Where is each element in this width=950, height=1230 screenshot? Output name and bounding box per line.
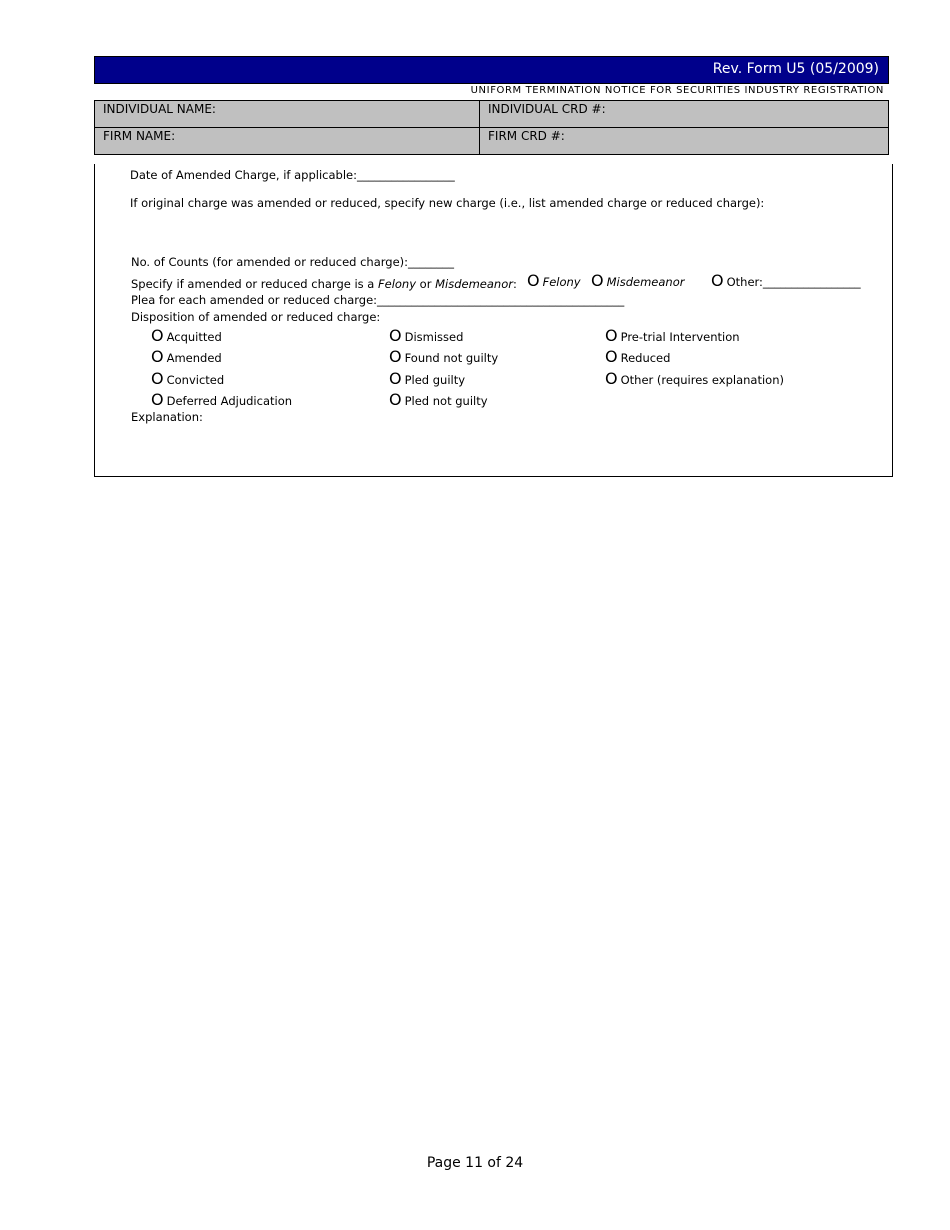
- specify-suffix: :: [512, 277, 517, 291]
- plea-field[interactable]: Plea for each amended or reduced charge:___________________________________________: [131, 293, 625, 307]
- option-label: Dismissed: [404, 330, 464, 344]
- misdemeanor-radio[interactable]: [591, 271, 684, 290]
- option-label: Pre-trial Intervention: [620, 330, 740, 344]
- radio-circle-icon: O: [389, 369, 402, 388]
- radio-circle-icon: O: [711, 271, 724, 290]
- disposition-deferred-adjudication-radio[interactable]: [151, 390, 292, 409]
- specify-prefix: Specify if amended or reduced charge is a: [131, 277, 379, 291]
- firm-name-label: FIRM NAME:: [103, 129, 176, 143]
- specify-or: or: [416, 277, 436, 291]
- radio-circle-icon: O: [151, 390, 164, 409]
- radio-circle-icon: O: [605, 326, 618, 345]
- disposition-convicted-radio[interactable]: [151, 369, 224, 388]
- misdemeanor-label: Misdemeanor: [606, 275, 685, 289]
- option-label: Other (requires explanation): [620, 373, 784, 387]
- explanation-field[interactable]: [130, 428, 880, 472]
- option-label: Convicted: [166, 373, 225, 387]
- option-label: Found not guilty: [404, 351, 499, 365]
- other-charge-radio[interactable]: [711, 271, 861, 290]
- option-label: Amended: [166, 351, 222, 365]
- radio-circle-icon: O: [151, 347, 164, 366]
- radio-circle-icon: O: [389, 326, 402, 345]
- firm-crd-field[interactable]: [480, 128, 889, 155]
- individual-name-label: INDIVIDUAL NAME:: [103, 102, 216, 116]
- option-label: Acquitted: [166, 330, 222, 344]
- firm-name-field[interactable]: [95, 128, 480, 155]
- disposition-acquitted-radio[interactable]: [151, 326, 222, 345]
- radio-circle-icon: O: [151, 369, 164, 388]
- specify-felony-word: Felony: [378, 277, 417, 291]
- individual-crd-field[interactable]: [480, 101, 889, 128]
- page-number: Page 11 of 24: [426, 1155, 524, 1171]
- radio-circle-icon: O: [605, 369, 618, 388]
- option-label: Pled not guilty: [404, 394, 488, 408]
- individual-crd-label: INDIVIDUAL CRD #:: [488, 102, 606, 116]
- disposition-amended-radio[interactable]: [151, 347, 222, 366]
- explanation-label: Explanation:: [131, 410, 203, 424]
- radio-circle-icon: O: [389, 390, 402, 409]
- radio-circle-icon: O: [151, 326, 164, 345]
- firm-crd-label: FIRM CRD #:: [488, 129, 565, 143]
- identification-table: [94, 100, 889, 155]
- disposition-other-radio[interactable]: [605, 369, 784, 388]
- form-subtitle: UNIFORM TERMINATION NOTICE FOR SECURITIES INDUSTRY REGISTRATION: [470, 85, 884, 96]
- disposition-pled-not-guilty-radio[interactable]: [389, 390, 488, 409]
- radio-circle-icon: O: [527, 271, 540, 290]
- disposition-reduced-radio[interactable]: [605, 347, 670, 366]
- specify-felony-misdemeanor-prompt: [131, 277, 517, 291]
- option-label: Reduced: [620, 351, 671, 365]
- form-revision: Rev. Form U5 (05/2009): [712, 61, 879, 77]
- disposition-pled-guilty-radio[interactable]: [389, 369, 465, 388]
- option-label: Deferred Adjudication: [166, 394, 293, 408]
- disposition-pretrial-intervention-radio[interactable]: [605, 326, 740, 345]
- individual-name-field[interactable]: [95, 101, 480, 128]
- original-amended-prompt: If original charge was amended or reduced, specify new charge (i.e., list amended charge or reduced charge):: [130, 196, 765, 210]
- disposition-dismissed-radio[interactable]: [389, 326, 463, 345]
- felony-label: Felony: [542, 275, 581, 289]
- specify-misdemeanor-word: Misdemeanor: [435, 277, 513, 291]
- felony-radio[interactable]: [527, 271, 581, 290]
- radio-circle-icon: O: [605, 347, 618, 366]
- option-label: Pled guilty: [404, 373, 466, 387]
- other-charge-label: Other:_________________: [726, 275, 861, 289]
- disposition-found-not-guilty-radio[interactable]: [389, 347, 498, 366]
- form-header-bar: [94, 56, 889, 84]
- disposition-label: Disposition of amended or reduced charge:: [131, 310, 381, 324]
- radio-circle-icon: O: [591, 271, 604, 290]
- date-amended-charge-field[interactable]: Date of Amended Charge, if applicable:_________________: [130, 168, 455, 182]
- radio-circle-icon: O: [389, 347, 402, 366]
- counts-field[interactable]: No. of Counts (for amended or reduced charge):________: [131, 255, 455, 269]
